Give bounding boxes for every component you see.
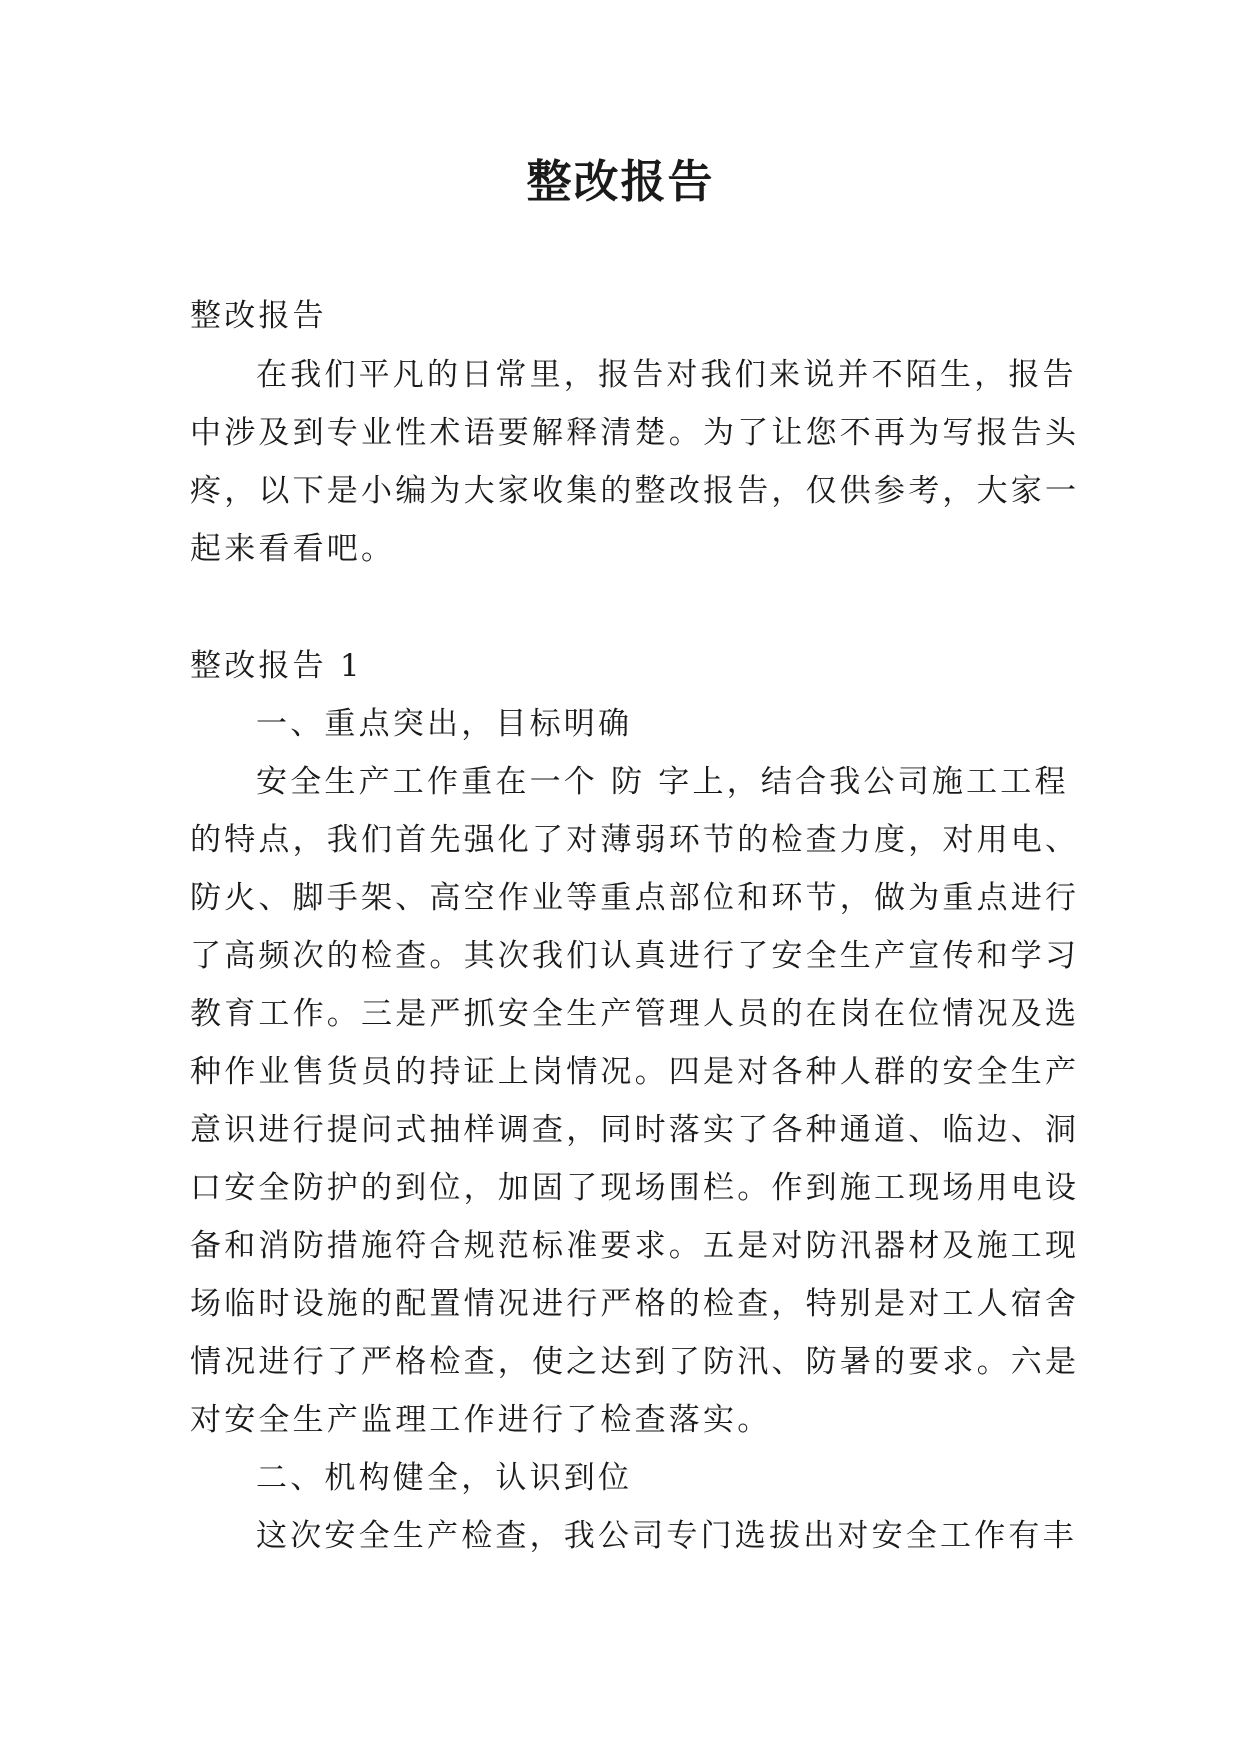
paragraph-line: 意识进行提问式抽样调查，同时落实了各种通道、临边、洞	[190, 1112, 1080, 1148]
paragraph-line: 安全生产工作重在一个 防 字上，结合我公司施工工程	[256, 764, 1069, 800]
paragraph-line: 场临时设施的配置情况进行严格的检查，特别是对工人宿舍	[190, 1286, 1080, 1322]
paragraph-line: 情况进行了严格检查，使之达到了防汛、防暑的要求。六是	[190, 1344, 1080, 1380]
paragraph-line: 起来看看吧。	[190, 531, 396, 567]
subsection-heading: 二、机构健全，认识到位	[256, 1460, 633, 1496]
paragraph-line: 口安全防护的到位，加固了现场围栏。作到施工现场用电设	[190, 1170, 1080, 1206]
paragraph-line: 疼，以下是小编为大家收集的整改报告，仅供参考，大家一	[190, 473, 1080, 509]
section-heading: 整改报告 1	[190, 648, 363, 684]
subsection-heading: 一、重点突出，目标明确	[256, 706, 633, 742]
paragraph-line: 防火、脚手架、高空作业等重点部位和环节，做为重点进行	[190, 880, 1080, 916]
paragraph-line: 中涉及到专业性术语要解释清楚。为了让您不再为写报告头	[190, 415, 1080, 451]
paragraph-line: 在我们平凡的日常里，报告对我们来说并不陌生，报告	[256, 357, 1077, 393]
page-title: 整改报告	[526, 155, 715, 208]
paragraph-line: 对安全生产监理工作进行了检查落实。	[190, 1402, 772, 1438]
paragraph-line: 教育工作。三是严抓安全生产管理人员的在岗在位情况及选	[190, 996, 1080, 1032]
paragraph-line: 种作业售货员的持证上岗情况。四是对各种人群的安全生产	[190, 1054, 1080, 1090]
paragraph-line: 了高频次的检查。其次我们认真进行了安全生产宣传和学习	[190, 938, 1080, 974]
paragraph-line: 备和消防措施符合规范标准要求。五是对防汛器材及施工现	[190, 1228, 1080, 1264]
subtitle-line: 整改报告	[190, 298, 327, 334]
paragraph-line: 的特点，我们首先强化了对薄弱环节的检查力度，对用电、	[190, 822, 1080, 858]
paragraph-line: 这次安全生产检查，我公司专门选拔出对安全工作有丰	[256, 1518, 1077, 1554]
